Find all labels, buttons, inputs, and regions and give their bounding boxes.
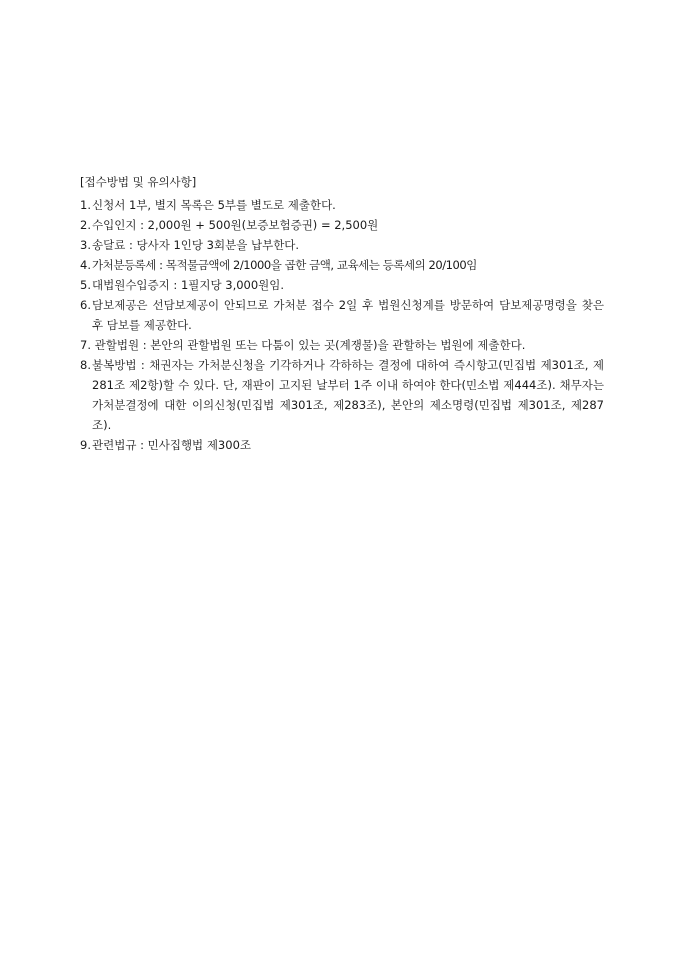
list-item	[80, 215, 604, 235]
item-text: 가처분등록세 : 목적물금액에 2/1000을 곱한 금액, 교육세는 등록세의 20/100임	[92, 258, 477, 272]
list-item	[80, 435, 604, 455]
list-item	[80, 335, 604, 355]
item-number: 5.	[80, 278, 91, 292]
item-text: 관련법규 : 민사집행법 제300조	[92, 438, 251, 452]
item-text: 대법원수입증지 : 1필지당 3,000원임.	[92, 278, 285, 292]
item-number: 1.	[80, 198, 91, 212]
item-text: 담보제공은 선담보제공이 안되므로 가처분 접수 2일 후 법원신청계를 방문하여 담보제공명령을 찾은 후 담보를 제공한다.	[92, 298, 604, 332]
item-number: 6.	[80, 298, 91, 312]
list-item	[80, 275, 604, 295]
document-body	[80, 172, 604, 455]
item-number: 8.	[80, 358, 91, 372]
item-number: 7.	[80, 338, 91, 352]
item-text: 수입인지 : 2,000원 + 500원(보증보험증권) = 2,500원	[92, 218, 379, 232]
list-item	[80, 295, 604, 335]
item-text: 신청서 1부, 별지 목록은 5부를 별도로 제출한다.	[92, 198, 336, 212]
list-item	[80, 195, 604, 215]
item-number: 4.	[80, 258, 91, 272]
item-number: 9.	[80, 438, 91, 452]
item-number: 3.	[80, 238, 91, 252]
list-item	[80, 255, 604, 275]
list-item	[80, 355, 604, 435]
item-number: 2.	[80, 218, 91, 232]
list-item	[80, 235, 604, 255]
item-text: 관할법원 : 본안의 관할법원 또는 다툼이 있는 곳(계쟁물)을 관할하는 법원에 제출한다.	[94, 338, 526, 352]
section-heading: [접수방법 및 유의사항]	[80, 175, 197, 189]
item-text: 불복방법 : 채권자는 가처분신청을 기각하거나 각하하는 결정에 대하여 즉시항고(민집법 제301조, 제281조 제2항)할 수 있다. 단, 재판이 고지된 날부터 1주 이내 하여야 한다(민소법 제444조). 채무자는 가처분결정에 대한 이의신청(민집법 제301조, 제283조), 본안의 제소명령(민집법 제301조, 제287조).	[92, 358, 604, 432]
item-text: 송달료 : 당사자 1인당 3회분을 납부한다.	[92, 238, 300, 252]
